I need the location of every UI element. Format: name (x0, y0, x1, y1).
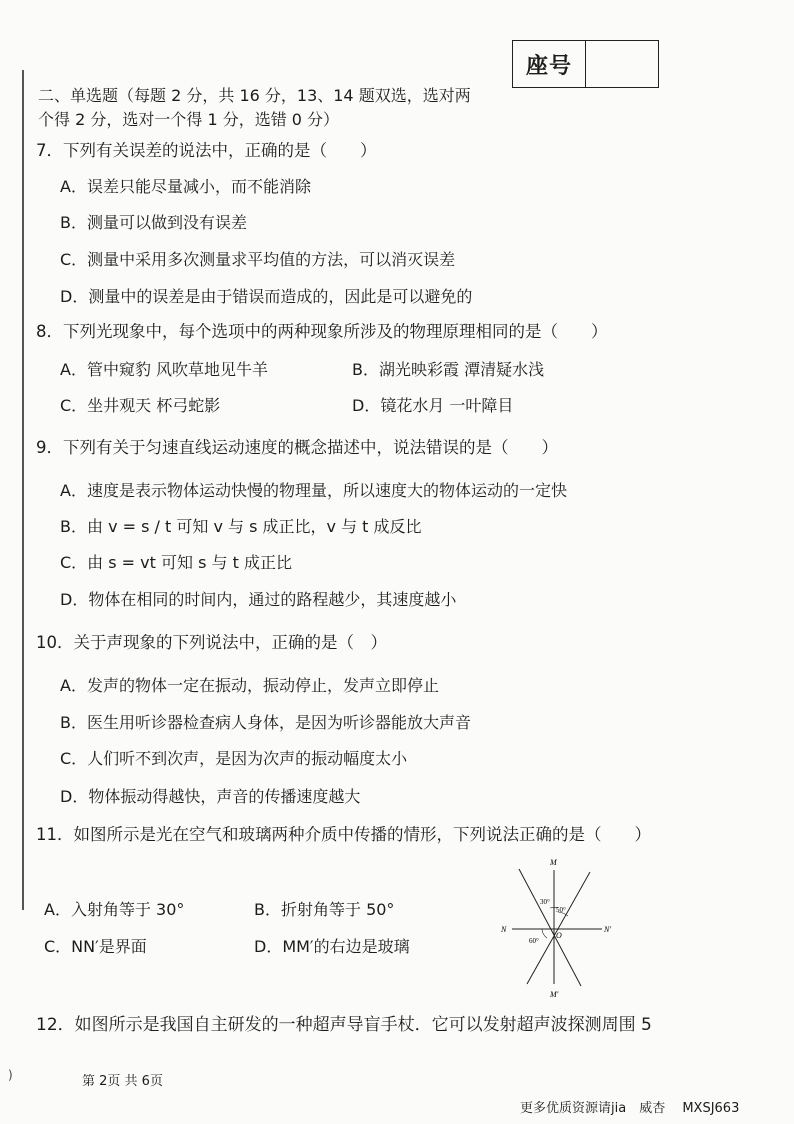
label-o: O (556, 931, 562, 940)
seat-number-box (512, 40, 659, 88)
question-11-option-b: B．折射角等于 50° (254, 900, 395, 919)
section-title-line1: 二、单选题（每题 2 分，共 16 分，13、14 题双选，选对两 (38, 86, 471, 105)
angle-arc-60 (542, 929, 547, 938)
question-11-option-c: C．NN′是界面 (44, 937, 147, 956)
question-9-option-d: D．物体在相同的时间内，通过的路程越少，其速度越小 (60, 590, 457, 609)
question-10-option-d: D．物体振动得越快，声音的传播速度越大 (60, 787, 361, 806)
footer-note: 更多优质资源请jia 威杏 MXSJ663 (520, 1101, 740, 1116)
question-9-option-a: A．速度是表示物体运动快慢的物理量，所以速度大的物体运动的一定快 (60, 481, 567, 500)
question-8-option-d: D．镜花水月 一叶障目 (352, 396, 514, 415)
ray-line-1 (519, 869, 581, 986)
label-n-prime: N′ (604, 925, 612, 934)
refraction-diagram (498, 856, 624, 1002)
label-angle-60: 60° (529, 937, 539, 945)
question-7-option-c: C．测量中采用多次测量求平均值的方法，可以消灭误差 (60, 250, 456, 269)
question-10-option-b: B．医生用听诊器检查病人身体，是因为听诊器能放大声音 (60, 713, 471, 732)
label-m: M (550, 858, 557, 867)
seat-number-field[interactable] (586, 41, 658, 87)
question-8-option-a: A．管中窥豹 风吹草地见牛羊 (60, 360, 269, 379)
label-angle-30: 30° (540, 898, 550, 906)
question-9-stem: 9．下列有关于匀速直线运动速度的概念描述中，说法错误的是（ ） (36, 438, 558, 457)
question-8-stem: 8．下列光现象中，每个选项中的两种现象所涉及的物理原理相同的是（ ） (36, 322, 608, 341)
question-7-option-d: D．测量中的误差是由于错误而造成的，因此是可以避免的 (60, 287, 473, 306)
question-11-option-a: A．入射角等于 30° (44, 900, 185, 919)
question-7-option-a: A．误差只能尽量减小，而不能消除 (60, 177, 311, 196)
section-title-line2: 个得 2 分，选对一个得 1 分，选错 0 分） (38, 110, 340, 129)
question-12-stem: 12．如图所示是我国自主研发的一种超声导盲手杖．它可以发射超声波探测周围 5 (36, 1015, 652, 1035)
label-n: N (501, 925, 507, 934)
margin-rule (22, 70, 24, 910)
question-8-option-b: B．湖光映彩霞 潭清疑水浅 (352, 360, 545, 379)
question-7-option-b: B．测量可以做到没有误差 (60, 213, 247, 232)
label-m-prime: M′ (550, 990, 559, 999)
seat-number-label: 座号 (513, 41, 586, 87)
question-10-stem: 10．关于声现象的下列说法中，正确的是（ ） (36, 633, 387, 652)
question-8-option-c: C．坐井观天 杯弓蛇影 (60, 396, 221, 415)
question-10-option-a: A．发声的物体一定在振动，振动停止，发声立即停止 (60, 676, 439, 695)
label-angle-50: 50° (556, 906, 566, 914)
ray-line-2 (527, 872, 590, 984)
page-number: 第 2页 共 6页 (82, 1074, 163, 1089)
question-9-option-c: C．由 s = vt 可知 s 与 t 成正比 (60, 553, 292, 572)
margin-mark: ) (8, 1068, 13, 1082)
question-11-stem: 11．如图所示是光在空气和玻璃两种介质中传播的情形，下列说法正确的是（ ） (36, 825, 651, 844)
question-7-stem: 7．下列有关误差的说法中，正确的是（ ） (36, 141, 377, 160)
question-11-option-d: D．MM′的右边是玻璃 (254, 937, 410, 956)
question-9-option-b: B．由 v = s / t 可知 v 与 s 成正比，v 与 t 成反比 (60, 517, 422, 536)
question-10-option-c: C．人们听不到次声，是因为次声的振动幅度太小 (60, 749, 408, 768)
